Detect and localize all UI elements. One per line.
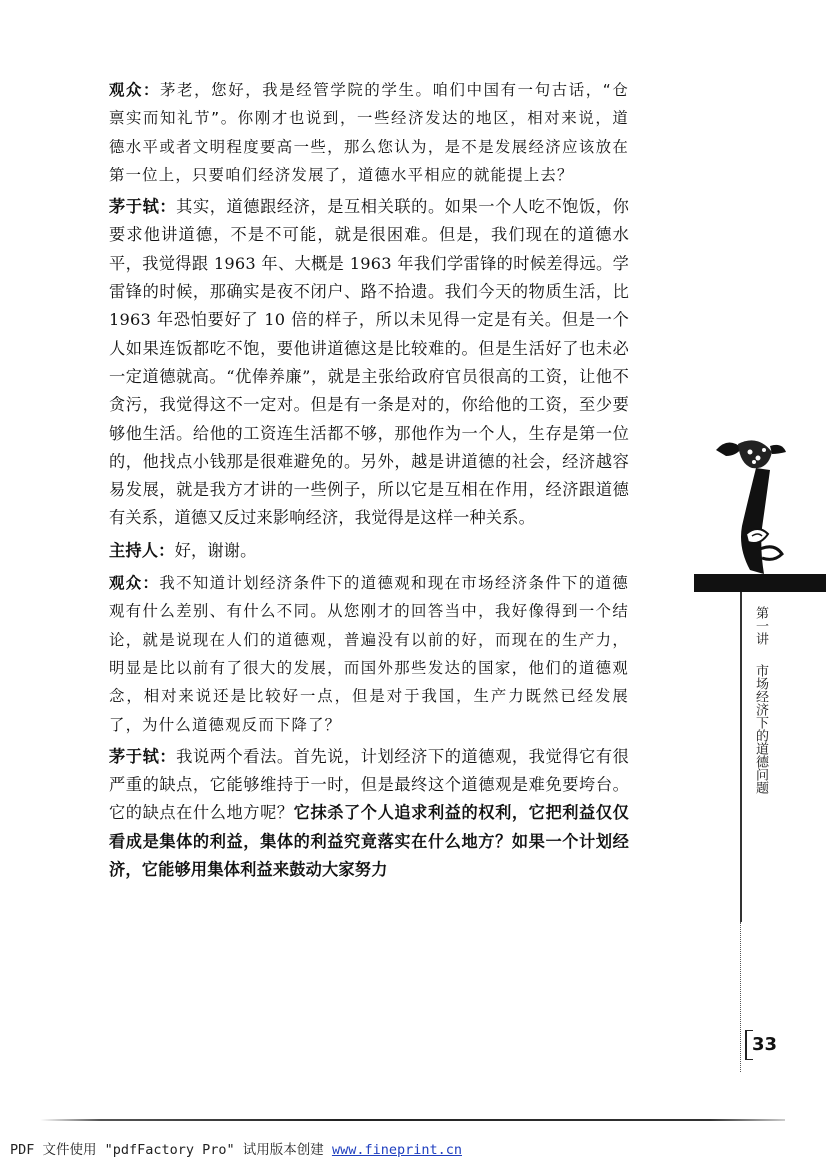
page-body bbox=[109, 76, 629, 888]
speaker-label: 观众： bbox=[109, 574, 160, 593]
paragraph-text: 其实，道德跟经济，是互相关联的。如果一个人吃不饱饭，你要求他讲道德，不是不可能，就是很困难。但是，我们现在的道德水平，我觉得跟 1963 年、大概是 1963 年我们学雷锋的时候差得远。学雷锋的时候，那确实是夜不闭户、路不拾遗。我们今天的物质生活，比 1963 年恐怕要好了 10 倍的样子，所以未见得一定是有关。但是一个人如果连饭都吃不饱，要他讲道德这是比较难的。但是生活好了也未必一定道德就高。“优俸养廉”，就是主张给政府官员很高的工资，让他不贪污，我觉得这不一定对。但是有一条是对的，你给他的工资，至少要够他生活。给他的工资连生活都不够，那他作为一个人，生存是第一位的，他找点小钱那是很难避免的。另外，越是讲道德的社会，经济越容易发展，就是我方才讲的一些例子，所以它是互相在作用，经济跟道德有关系，道德又反过来影响经济，我觉得是这样一种关系。 bbox=[109, 197, 629, 528]
watermark-text: PDF 文件使用 "pdfFactory Pro" 试用版本创建 bbox=[10, 1142, 332, 1158]
page-number: 33 bbox=[752, 1034, 778, 1055]
pdf-watermark bbox=[10, 1138, 462, 1158]
speaker-label: 茅于轼： bbox=[109, 197, 177, 217]
paragraph-text: 我说两个看法。首先说，计划经济下的道德观，我觉得它有很严重的缺点，它能够维持于一时，但是最终这个道德观是难免要垮台。它的缺点在什么地方呢？ bbox=[109, 746, 629, 823]
paragraph-answer-2 bbox=[109, 743, 629, 884]
paragraph-text: 我不知道计划经济条件下的道德观和现在市场经济条件下的道德观有什么差别、有什么不同。从您刚才的回答当中，我好像得到一个结论，就是说现在人们的道德观，普遍没有以前的好，而现在的生产力，明显是比以前有了很大的发展，而国外那些发达的国家，他们的道德观念，相对来说还是比较好一点，但是对于我国，生产力既然已经发展了，为什么道德观反而下降了？ bbox=[109, 574, 629, 734]
paragraph-answer-1 bbox=[109, 193, 629, 533]
watermark-link[interactable]: www.fineprint.cn bbox=[331, 1142, 462, 1158]
paragraph-bold-text: 它抹杀了个人追求利益的权利，它把利益仅仅看成是集体的利益，集体的利益究竟落实在什么地方？如果一个计划经济，它能够用集体利益来鼓动大家努力 bbox=[109, 803, 629, 880]
speaker-label: 主持人： bbox=[109, 540, 175, 560]
chapter-label: 第一讲 bbox=[753, 606, 768, 645]
footer-rule bbox=[40, 1119, 785, 1121]
paragraph-host bbox=[109, 537, 629, 565]
paragraph-text: 好，谢谢。 bbox=[174, 540, 257, 560]
speaker-label: 茅于轼： bbox=[109, 746, 177, 766]
chapter-tab-bar bbox=[694, 574, 826, 592]
bird-illustration-icon bbox=[712, 430, 788, 576]
paragraph-text: 茅老，您好，我是经管学院的学生。咱们中国有一句古话，“仓禀实而知礼节”。你刚才也说到，一些经济发达的地区，相对来说，道德水平或者文明程度要高一些，那么您认为，是不是发展经济应该放在第一位上，只要咱们经济发展了，道德水平相应的就能提上去？ bbox=[109, 81, 629, 184]
speaker-label: 观众： bbox=[109, 81, 161, 99]
paragraph-audience-question-2 bbox=[109, 569, 629, 739]
sidebar-rule bbox=[740, 592, 742, 922]
sidebar-dotted-rule bbox=[740, 922, 742, 1072]
chapter-title: 市场经济下的道德问题 bbox=[753, 664, 768, 794]
paragraph-audience-question-1 bbox=[109, 76, 629, 189]
